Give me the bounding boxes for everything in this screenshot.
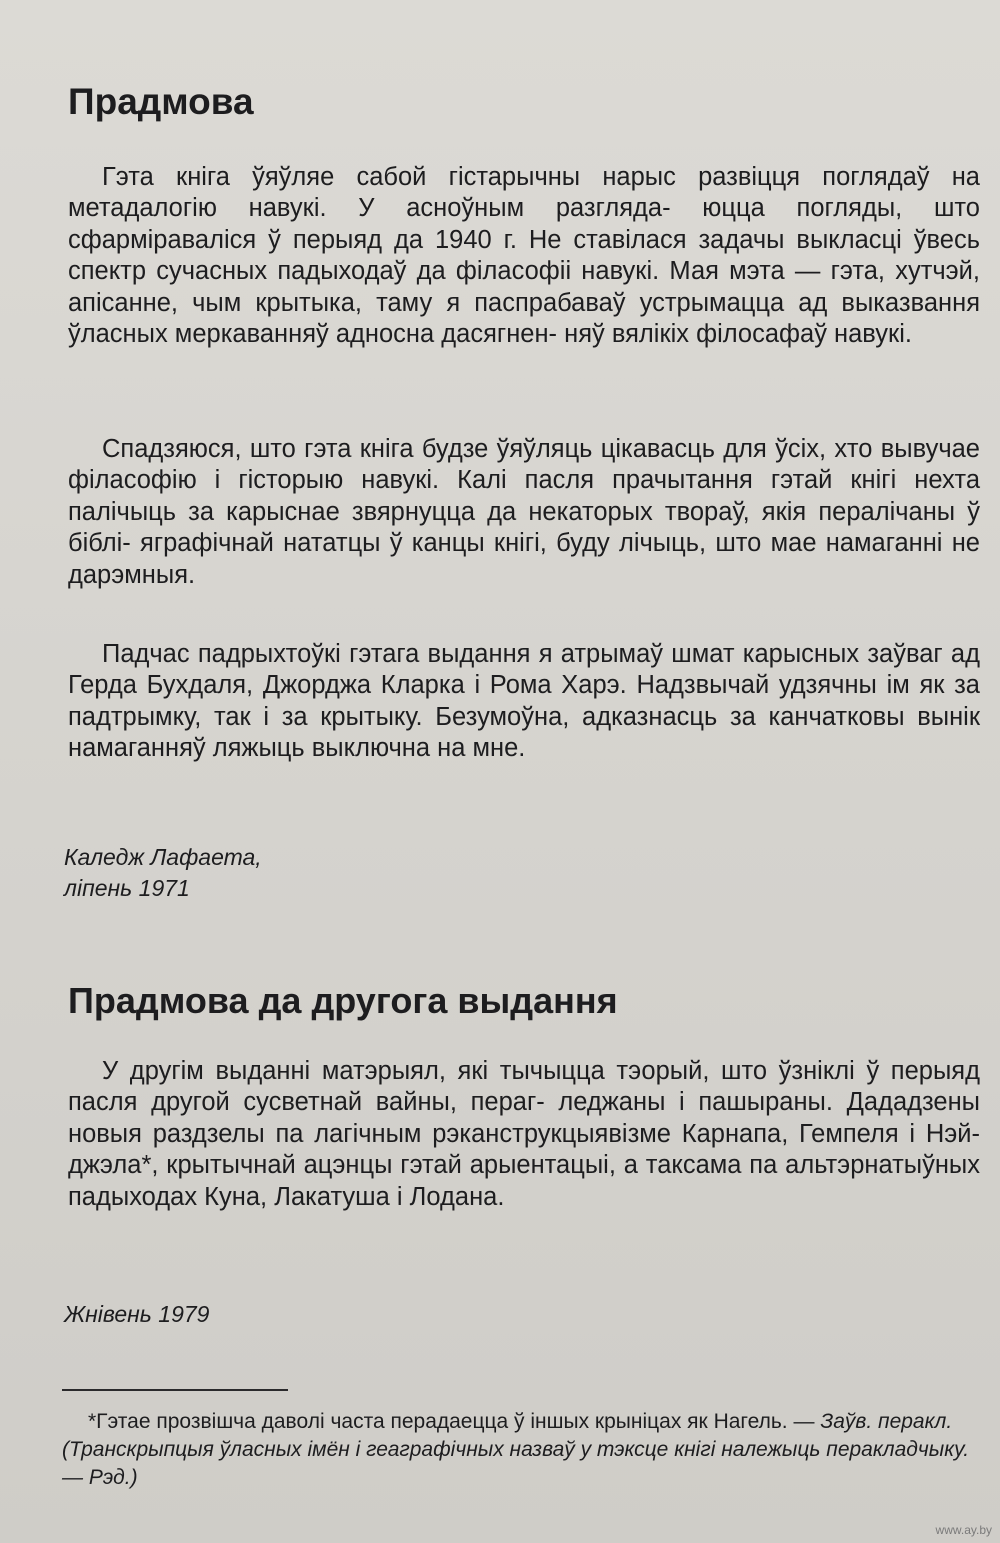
footnote-divider xyxy=(62,1389,288,1391)
preface-title: Прадмова xyxy=(68,81,254,122)
footnote-text: *Гэтае прозвішча даволі часта перадаецца ў іншых крыніцах як Нагель. — xyxy=(88,1410,821,1433)
watermark: www.ay.by xyxy=(935,1523,992,1537)
preface-signature-date: ліпень 1971 xyxy=(64,875,190,901)
footnote-translator-note: Заўв. перакл. (Транскрыпцыя ўласных імён і геаграфічных назваў у тэксце кнігі належыць перакладчыку. — Рэд.) xyxy=(62,1410,970,1489)
preface-paragraph-1: Гэта кніга ўяўляе сабой гістарычны нарыс развіцця поглядаў на метадалогію навукі. У асноўным разгляда- юцца погляды, што сфарміраваліся ў перыяд да 1940 г. Не ставілася задачы выкласці ўвесь спектр сучасных падыходаў да філасофіі навукі. Мая мэта — гэта, хутчэй, апісанне, чым крытыка, таму я паспрабаваў устрымацца ад выказвання ўласных меркаванняў адносна дасягнен- няў вялікіх філосафаў навукі. xyxy=(68,163,980,349)
preface-signature-place: Каледж Лафаета, xyxy=(64,844,262,870)
second-edition-paragraph: У другім выданні матэрыял, які тычыцца тэорый, што ўзніклі ў перыяд пасля другой сусветнай вайны, пераг- леджаны і пашыраны. Дададзены новыя раздзелы па лагічным рэканструкцыявізме Карнапа, Гемпеля і Нэй- джэла*, крытычнай ацэнцы гэтай арыентацыі, а таксама па альтэрнатыўных падыходах Куна, Лакатуша і Лодана. xyxy=(68,1057,980,1211)
preface-paragraph-3: Падчас падрыхтоўкі гэтага выдання я атрымаў шмат карысных заўваг ад Герда Бухдаля, Джорджа Кларка і Рома Харэ. Надзвычай удзячны ім як за падтрымку, так і за крытыку. Безумоўна, адказнасць за канчатковы вынік намаганняў ляжыць выключна на мне. xyxy=(68,640,980,763)
second-edition-signature: Жнівень 1979 xyxy=(64,1301,210,1327)
second-edition-title: Прадмова да другога выдання xyxy=(68,980,618,1021)
footnote xyxy=(62,1408,980,1492)
preface-paragraph-2: Спадзяюся, што гэта кніга будзе ўяўляць цікавасць для ўсіх, хто вывучае філасофію і гісторыю навукі. Калі пасля прачытання гэтай кнігі нехта палічыць за карыснае звярнуцца да некаторых твораў, якія пералічаны ў біблі- яграфічнай нататцы ў канцы кнігі, буду лічыць, што мае намаганні не дарэмныя. xyxy=(68,435,980,589)
